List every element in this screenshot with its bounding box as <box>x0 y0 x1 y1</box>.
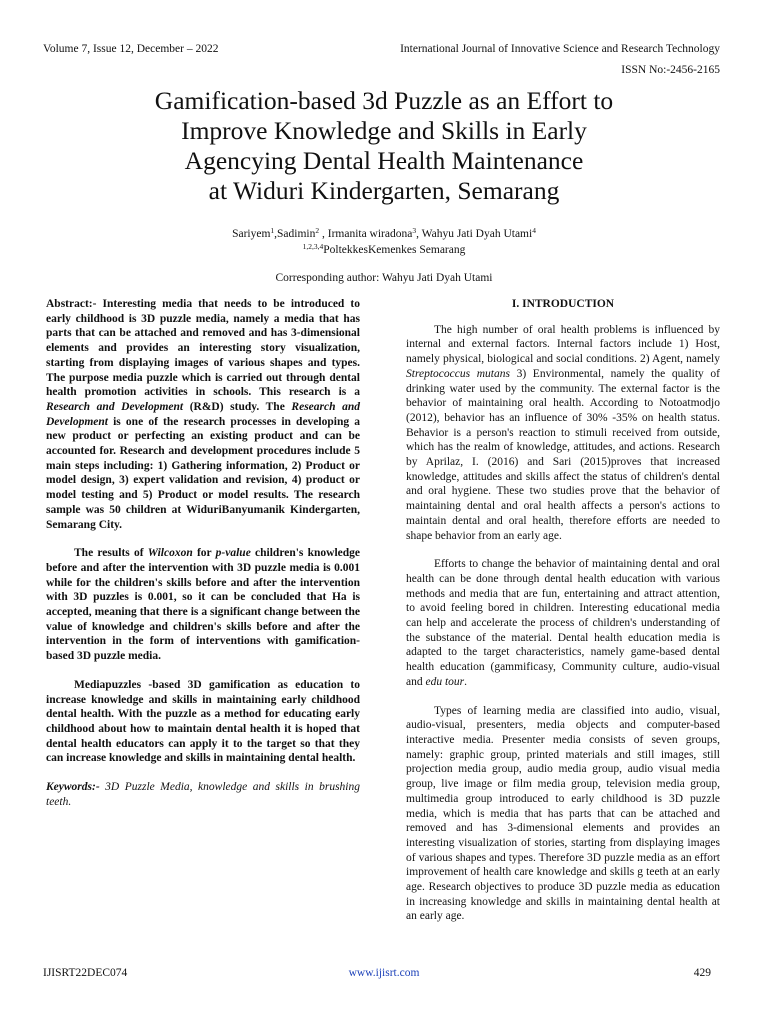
affiliation-sup: 1,2,3,4 <box>302 242 324 251</box>
paper-title <box>60 86 708 206</box>
section-heading: I. INTRODUCTION <box>511 298 615 310</box>
intro-paragraph: Types of learning media are classified into audio, visual, audio-visual, presenters, media objects and computer-based interactive media. Presenter media consists of seven groups, namely: graphic group, printed materials and still images, still projection media group, audio media group, audio visual media group, live image or film media group, television media group, multimedia group introduced to early childhood is 3D puzzle media, which is media that has parts that can be attached and removed and has 3-dimensional elements and provides an interesting visualization of stories, starting from displaying images of various shapes and types. Therefore 3D puzzle media as an effort improvement of health care knowledge and skills g teeth at an early age. Research objectives to produce 3D puzzle media as education in increasing knowledge and skills in maintaining dental health at an early age. <box>406 704 720 923</box>
paper-code: IJISRT22DEC074 <box>43 967 128 979</box>
author-sup: 1 <box>270 226 275 235</box>
journal-name: International Journal of Innovative Science and Research Technology <box>400 43 720 55</box>
journal-url-wrap <box>0 967 768 979</box>
abstract-text: (R&D) study. The <box>183 400 292 413</box>
abstract-text: is one of the research processes in developing a new product or perfecting an existing product and can be accounted for. Research and development procedures include 5 main steps including: 1) Gathering information, 2) Product or model design, 3) expert validation and revision, 4) product or model testing and 5) Product or model results. The research sample was 50 children at WiduriBanyumanik Kindergarten, Semarang City. <box>46 415 360 531</box>
abstract-paragraph <box>46 546 360 664</box>
issn: ISSN No:-2456-2165 <box>621 64 720 76</box>
abstract-text: children's knowledge before and after the intervention with 3D puzzle media is 0.001 while for the children's skills before and after the intervention with 3D puzzles is 0.001, so it can be concluded that Ha is accepted, meaning that there is a significant change between the value of knowledge and children's skills before and after the intervention in the form of interventions with gamification-based 3D puzzle media. <box>46 547 361 663</box>
abstract-text: for <box>192 547 216 560</box>
author-name: , Irmanita wiradona <box>319 228 413 240</box>
volume-info: Volume 7, Issue 12, December – 2022 <box>43 43 219 55</box>
author-sup: 3 <box>412 226 417 235</box>
title-line: Gamification-based 3d Puzzle as an Effort to <box>154 86 614 115</box>
abstract-text-italic: Research and Development <box>46 400 184 413</box>
intro-text-italic: edu tour <box>425 675 465 688</box>
abstract-text-italic: p-value <box>215 547 251 560</box>
abstract-text: The results of <box>74 547 148 560</box>
page-number: 429 <box>693 967 711 979</box>
corresponding-author: Corresponding author: Wahyu Jati Dyah Utami <box>275 272 493 284</box>
author-sup: 2 <box>315 226 320 235</box>
abstract-paragraph: Mediapuzzles -based 3D gamification as education to increase knowledge and skills in maintaining early childhood dental health. With the puzzle as a method for educating early childhood about how to maintain dental health it is hoped that dental health educators can apply it to the target so that they can increase knowledge and skills in maintaining dental health. <box>46 678 360 765</box>
title-line: Improve Knowledge and Skills in Early <box>181 116 587 145</box>
keywords <box>46 780 360 809</box>
abstract-paragraph <box>46 297 360 532</box>
intro-paragraph <box>406 557 720 689</box>
introduction-column <box>406 297 720 924</box>
journal-url-link[interactable]: www.ijisrt.com <box>348 967 420 979</box>
abstract-text-italic: Research and Development <box>46 400 360 428</box>
intro-text: Efforts to change the behavior of maintaining dental and oral health can be done through dental health education with various methods and media that are fun, entertaining and attract attention, to avoid feeling bored in children. Interesting educational media can help and accelerate the process of children's understanding of the substance of the material. Dental health education media is adapted to the target characteristics, namely game-based dental health education (gammificasy, Community culture, audio-visual and <box>406 558 720 688</box>
intro-text: . <box>464 675 468 688</box>
title-line: Agencying Dental Health Maintenance <box>184 146 584 175</box>
author-name: , Wahyu Jati Dyah Utami <box>416 228 533 240</box>
affiliation-name: PoltekkesKemenkes Semarang <box>323 244 466 256</box>
intro-text-italic: Streptococcus mutans <box>406 367 510 380</box>
author-name: ,Sadimin <box>274 228 316 240</box>
keywords-label: Keywords:- <box>46 781 100 794</box>
intro-text: 3) Environmental, namely the quality of drinking water used by the community. The external factor is the behavior of maintaining oral health. According to Notoatmodjo (2012), behavior has an influence of 30% -35% on health status. Behavior is a person's reaction to stimuli received from outside, which has the realm of knowledge, attitudes, and actions. Research by Aprilaz, I. (2016) and Sari (2015)proves that increased knowledge, attitudes and skills affect the status of children's dental and oral hygiene. These two studies prove that the behavior of maintaining dental and oral health affects a person's actions to maintain dental and oral health, therefore efforts are needed to shape behavior from an early age. <box>406 367 720 542</box>
author-name: Sariyem <box>232 228 271 240</box>
affiliation <box>0 244 768 256</box>
title-line: at Widuri Kindergarten, Semarang <box>208 176 560 205</box>
author-sup: 4 <box>532 226 536 235</box>
abstract-text-italic: Wilcoxon <box>147 547 193 560</box>
author-list <box>0 228 768 240</box>
intro-paragraph <box>406 323 720 544</box>
intro-text: The high number of oral health problems is influenced by internal and external factors. Internal factors include 1) Host, namely physical, biological and social conditions. 2) Agent, namely <box>406 323 720 366</box>
abstract-column <box>46 297 360 810</box>
abstract-text: Abstract:- Interesting media that needs to be introduced to early childhood is 3D puzzle media, namely a media that has parts that can be attached and removed and has 3-dimensional elements and provides an interesting story visualization, starting from displaying images of various shapes and types. The purpose media puzzle which is carried out through dental health promotion activities in schools. This research is a <box>46 298 360 399</box>
keywords-text: 3D Puzzle Media, knowledge and skills in brushing teeth. <box>46 781 360 808</box>
